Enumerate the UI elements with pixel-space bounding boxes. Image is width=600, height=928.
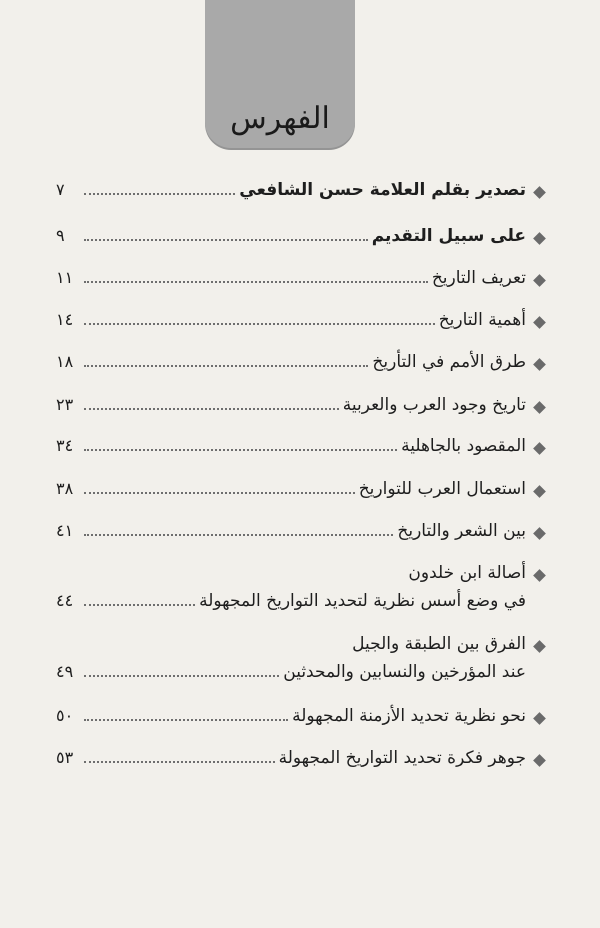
entry-title: جوهر فكرة تحديد التواريخ المجهولة [278,748,526,768]
toc-entry[interactable] [56,563,526,619]
bullet-diamond-icon [533,640,546,653]
bullet-diamond-icon [533,442,546,455]
toc-entry[interactable] [56,634,526,690]
entry-title: تصدير بقلم العلامة حسن الشافعي [239,180,526,200]
toc-entry[interactable] [56,706,526,734]
entry-title: تعريف التاريخ [431,268,526,288]
entry-title-line-2: في وضع أسس نظرية لتحديد التواريخ المجهولة [199,591,526,611]
page-number: ١١ [56,268,74,287]
entry-title: نحو نظرية تحديد الأزمنة المجهولة [292,706,526,726]
entry-title: المقصود بالجاهلية [401,436,526,456]
dot-leader [84,448,397,451]
dot-leader [84,322,435,325]
bullet-diamond-icon [533,569,546,582]
toc-entry[interactable] [56,748,526,776]
bullet-diamond-icon [533,485,546,498]
page-number: ٩ [56,226,65,245]
bullet-diamond-icon [533,358,546,371]
header-tab [205,0,355,150]
toc-entry[interactable] [56,310,526,338]
toc-entry[interactable] [56,436,526,464]
dot-leader [84,364,368,367]
dot-leader [84,238,368,241]
dot-leader [84,407,339,410]
entry-title: استعمال العرب للتواريخ [358,479,526,499]
entry-title-line-2: عند المؤرخين والنسابين والمحدثين [283,662,526,682]
page-number: ٥٠ [56,706,74,725]
dot-leader [84,280,428,283]
bullet-diamond-icon [533,712,546,725]
toc-entry[interactable] [56,352,526,380]
page-number: ٧ [56,180,65,199]
entry-title: طرق الأمم في التأريخ [372,352,526,372]
page-number: ٣٨ [56,479,74,498]
toc-entry[interactable] [56,226,526,254]
bullet-diamond-icon [533,186,546,199]
toc-entry[interactable] [56,395,526,423]
bullet-diamond-icon [533,274,546,287]
entry-title: على سبيل التقديم [371,226,526,246]
dot-leader [84,718,288,721]
bullet-diamond-icon [533,754,546,767]
page-number: ٤٩ [56,662,74,681]
entry-title: أهمية التاريخ [438,310,526,330]
page-title: الفهرس [230,101,330,136]
toc-entry[interactable] [56,479,526,507]
toc-entry[interactable] [56,180,526,208]
bullet-diamond-icon [533,316,546,329]
dot-leader [84,192,235,195]
entry-title: تاريخ وجود العرب والعربية [342,395,526,415]
page-number: ٢٣ [56,395,74,414]
page-number: ١٤ [56,310,74,329]
entry-title: بين الشعر والتاريخ [397,521,526,541]
dot-leader [84,491,355,494]
dot-leader [84,760,275,763]
entry-title-line-1: الفرق بين الطبقة والجيل [352,634,526,654]
bullet-diamond-icon [533,401,546,414]
entry-title-line-1: أصالة ابن خلدون [408,563,526,583]
bullet-diamond-icon [533,527,546,540]
dot-leader [84,533,393,536]
dot-leader [84,603,195,606]
bullet-diamond-icon [533,232,546,245]
dot-leader [84,674,279,677]
page-number: ٣٤ [56,436,74,455]
page-number: ٤١ [56,521,74,540]
page-number: ٤٤ [56,591,74,610]
page-number: ٥٣ [56,748,74,767]
toc-entry[interactable] [56,521,526,549]
page-number: ١٨ [56,352,74,371]
toc-entry[interactable] [56,268,526,296]
